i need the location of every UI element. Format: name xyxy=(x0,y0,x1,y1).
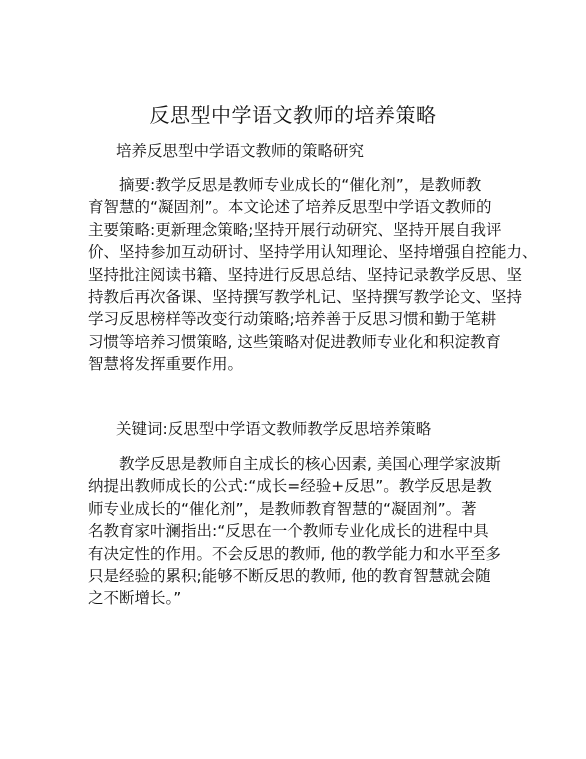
body-line: 名教育家叶澜指出:“反思在一个教师专业化成长的进程中具 xyxy=(88,522,489,541)
abstract-line: 摘要:教学反思是教师专业成长的“催化剂”，是教师教 xyxy=(119,176,482,194)
abstract-line: 习惯等培养习惯策略, 这些策略对促进教师专业化和积淀教育 xyxy=(88,332,501,351)
abstract-paragraph xyxy=(88,174,538,376)
abstract-line: 主要策略:更新理念策略;坚持开展行动研究、坚持开展自我评 xyxy=(88,220,502,239)
abstract-line: 坚持批注阅读书籍、坚持进行反思总结、坚持记录教学反思、坚 xyxy=(88,265,523,284)
abstract-line: 智慧将发挥重要作用。 xyxy=(88,355,244,374)
body-line: 师专业成长的“催化剂”，是教师教育智慧的“凝固剂”。著 xyxy=(88,499,477,518)
body-paragraph xyxy=(88,453,508,610)
abstract-line: 持教后再次备课、坚持撰写教学札记、坚持撰写教学论文、坚持 xyxy=(88,287,523,306)
document-subtitle: 培养反思型中学语文教师的策略研究 xyxy=(116,142,365,160)
abstract-line: 学习反思榜样等改变行动策略;培养善于反思习惯和勤于笔耕 xyxy=(88,310,497,329)
body-line: 有决定性的作用。不会反思的教师, 他的教学能力和水平至多 xyxy=(88,544,501,563)
document-title: 反思型中学语文教师的培养策略 xyxy=(149,103,437,127)
body-line: 之不断增长。” xyxy=(88,589,182,608)
abstract-line: 价、坚持参加互动研讨、坚持学用认知理论、坚持增强自控能力、 xyxy=(88,243,538,262)
body-line: 纳提出教师成长的公式:“成长=经验+反思”。教学反思是教 xyxy=(88,477,492,496)
keywords-line: 关键词:反思型中学语文教师教学反思培养策略 xyxy=(116,420,432,438)
body-line: 教学反思是教师自主成长的核心因素, 美国心理学家波斯 xyxy=(119,455,501,473)
body-line: 只是经验的累积;能够不断反思的教师, 他的教育智慧就会随 xyxy=(88,566,491,585)
abstract-line: 育智慧的“凝固剂”。本文论述了培养反思型中学语文教师的 xyxy=(88,198,492,217)
